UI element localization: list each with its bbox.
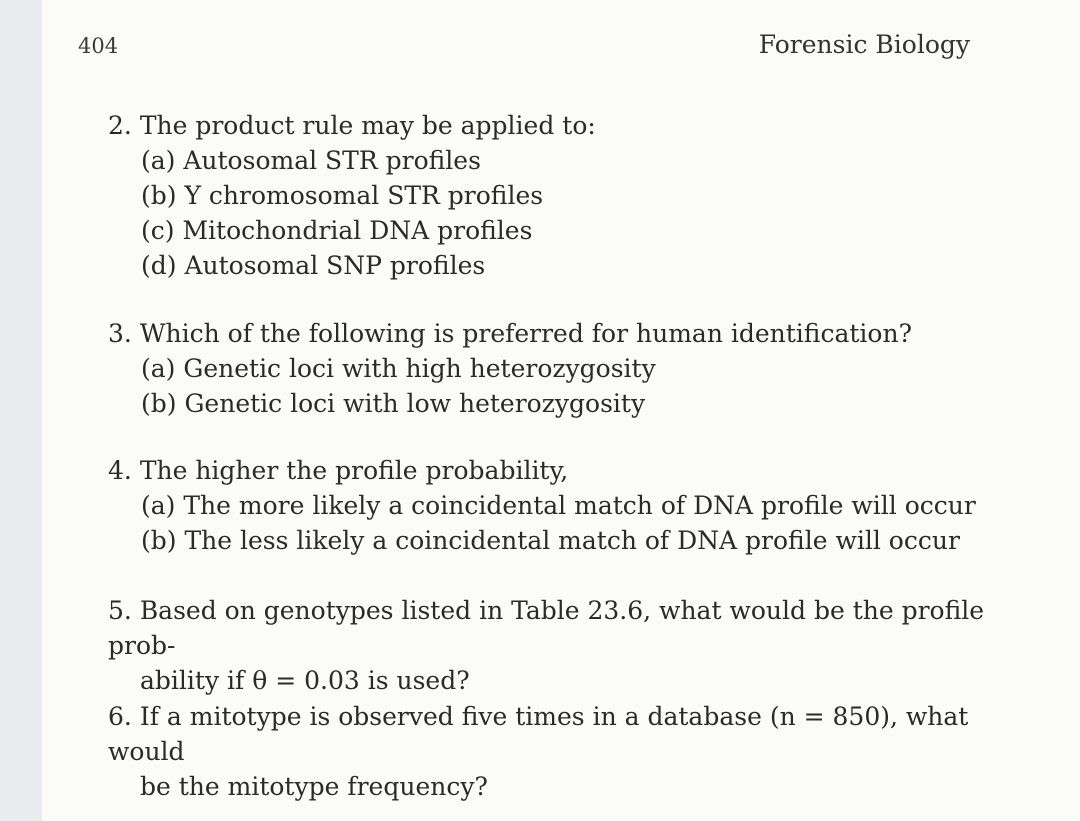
- question-number: 4.: [108, 456, 132, 485]
- answer-options: [108, 488, 988, 558]
- option-c: (c) Mitochondrial DNA profiles: [141, 216, 533, 245]
- option-a: (a) Autosomal STR profiles: [141, 146, 481, 175]
- question-text: The product rule may be applied to:: [139, 111, 596, 140]
- question-2: [108, 108, 988, 283]
- running-title: Forensic Biology: [758, 30, 970, 59]
- question-number: 5.: [108, 596, 132, 625]
- question-4-stem: [108, 453, 988, 488]
- question-number: 2.: [108, 111, 132, 140]
- option-b: (b) Y chromosomal STR profiles: [141, 181, 544, 210]
- option-a: (a) The more likely a coincidental match of DNA profile will occur: [141, 491, 976, 520]
- question-2-stem: [108, 108, 988, 143]
- answer-options: [108, 143, 988, 283]
- question-3-stem: [108, 316, 988, 351]
- question-text: Which of the following is preferred for human identification?: [139, 319, 912, 348]
- option-a: (a) Genetic loci with high heterozygosity: [141, 354, 656, 383]
- option-d: (d) Autosomal SNP profiles: [141, 251, 486, 280]
- question-5-stem: [108, 593, 988, 663]
- answer-options: [108, 351, 988, 421]
- question-number: 6.: [108, 702, 132, 731]
- question-number: 3.: [108, 319, 132, 348]
- question-6: [108, 699, 988, 804]
- question-5: [108, 593, 988, 698]
- option-b: (b) The less likely a coincidental match of DNA profile will occur: [141, 526, 960, 555]
- question-6-stem: [108, 699, 988, 769]
- question-text-line-1: Based on genotypes listed in Table 23.6, what would be the profile prob-: [108, 596, 985, 660]
- question-4: [108, 453, 988, 558]
- question-text-line-2: be the mitotype frequency?: [140, 772, 488, 801]
- question-text-line-1: If a mitotype is observed five times in a database (n = 850), what would: [108, 702, 969, 766]
- question-3: [108, 316, 988, 421]
- option-b: (b) Genetic loci with low heterozygosity: [141, 389, 646, 418]
- question-text-line-2: ability if θ = 0.03 is used?: [140, 666, 470, 695]
- viewer-margin: [0, 0, 42, 821]
- question-text: The higher the profile probability,: [139, 456, 569, 485]
- page-number: 404: [78, 34, 119, 58]
